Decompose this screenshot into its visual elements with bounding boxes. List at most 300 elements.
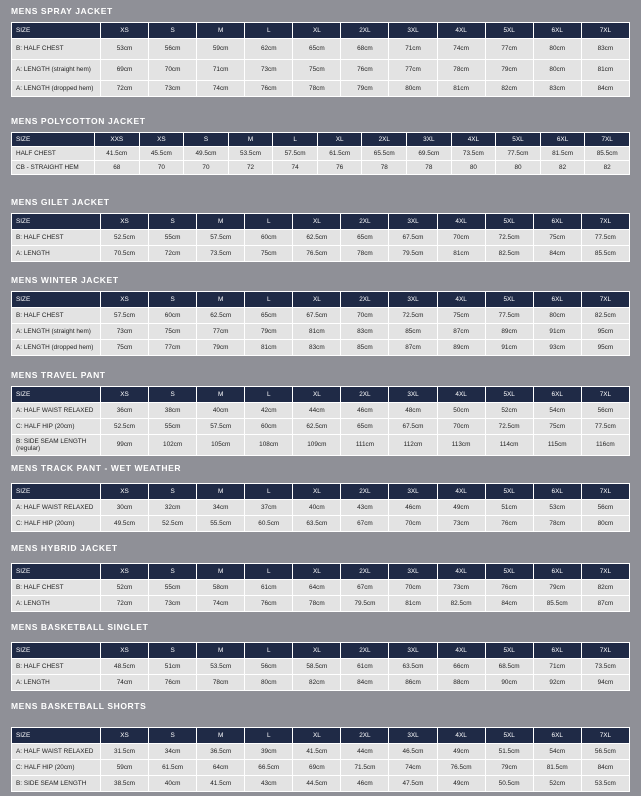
measurement-value: 34cm xyxy=(149,744,196,759)
measurement-value: 79cm xyxy=(197,340,244,355)
size-header-cell: 2XL xyxy=(341,214,388,229)
size-header-cell: L xyxy=(245,564,292,579)
measurement-value: 53.5cm xyxy=(582,776,629,791)
size-header-cell: L xyxy=(245,387,292,402)
measurement-label: A: LENGTH (dropped hem) xyxy=(12,340,100,355)
measurement-value: 76.5cm xyxy=(438,760,485,775)
measurement-value: 60cm xyxy=(149,308,196,323)
measurement-value: 85.5cm xyxy=(585,147,629,160)
measurement-value: 71.5cm xyxy=(341,760,388,775)
measurement-value: 93cm xyxy=(534,340,581,355)
measurement-value: 73.5cm xyxy=(582,659,629,674)
table-header-row xyxy=(12,214,629,229)
measurement-value: 46.5cm xyxy=(389,744,436,759)
measurement-value: 61.5cm xyxy=(318,147,362,160)
measurement-value: 79cm xyxy=(486,760,533,775)
measurement-label: B: SIDE SEAM LENGTH (regular) xyxy=(12,435,100,455)
size-header-cell: L xyxy=(245,214,292,229)
measurement-value: 62.5cm xyxy=(197,308,244,323)
measurement-label: A: LENGTH (straight hem) xyxy=(12,324,100,339)
measurement-value: 78 xyxy=(362,161,406,174)
measurement-value: 57.5cm xyxy=(101,308,148,323)
measurement-value: 77.5cm xyxy=(582,419,629,434)
table-row xyxy=(12,161,629,174)
measurement-label: B: HALF CHEST xyxy=(12,308,100,323)
size-header-cell: XS xyxy=(101,564,148,579)
section-title: MENS POLYCOTTON JACKET xyxy=(11,116,146,126)
measurement-value: 102cm xyxy=(149,435,196,455)
size-header-cell: 6XL xyxy=(534,387,581,402)
size-header-cell: M xyxy=(197,292,244,307)
measurement-value: 40cm xyxy=(149,776,196,791)
measurement-value: 74cm xyxy=(438,39,485,59)
measurement-label: A: HALF WAIST RELAXED xyxy=(12,744,100,759)
measurement-label: HALF CHEST xyxy=(12,147,94,160)
measurement-value: 44.5cm xyxy=(293,776,340,791)
measurement-value: 78 xyxy=(407,161,451,174)
measurement-value: 80cm xyxy=(534,308,581,323)
measurement-value: 74cm xyxy=(197,81,244,96)
size-header-cell: S xyxy=(149,292,196,307)
measurement-value: 81cm xyxy=(582,60,629,80)
measurement-value: 67.5cm xyxy=(293,308,340,323)
table-row xyxy=(12,39,629,59)
table-row xyxy=(12,246,629,261)
measurement-value: 112cm xyxy=(389,435,436,455)
size-table xyxy=(11,727,630,792)
size-table xyxy=(11,386,630,456)
size-header-cell: 7XL xyxy=(582,484,629,499)
measurement-value: 82.5cm xyxy=(438,596,485,611)
table-row xyxy=(12,419,629,434)
measurement-value: 63.5cm xyxy=(293,516,340,531)
measurement-value: 72cm xyxy=(149,246,196,261)
table-header-row xyxy=(12,133,629,146)
size-header-cell: 5XL xyxy=(486,564,533,579)
size-header-cell: 6XL xyxy=(534,643,581,658)
measurement-value: 46cm xyxy=(341,776,388,791)
measurement-value: 75cm xyxy=(245,246,292,261)
measurement-value: 113cm xyxy=(438,435,485,455)
size-header-cell: M xyxy=(229,133,273,146)
size-header-cell: XL xyxy=(293,643,340,658)
table-row xyxy=(12,659,629,674)
measurement-value: 72 xyxy=(229,161,273,174)
size-header-cell: S xyxy=(149,564,196,579)
measurement-value: 52.5cm xyxy=(101,419,148,434)
measurement-value: 99cm xyxy=(101,435,148,455)
section-title: MENS BASKETBALL SINGLET xyxy=(11,622,149,632)
measurement-value: 41.5cm xyxy=(293,744,340,759)
measurement-value: 68 xyxy=(95,161,139,174)
measurement-value: 79cm xyxy=(245,324,292,339)
section-title: MENS HYBRID JACKET xyxy=(11,543,118,553)
measurement-value: 79.5cm xyxy=(341,596,388,611)
measurement-value: 87cm xyxy=(438,324,485,339)
size-header-cell: XS xyxy=(101,484,148,499)
measurement-value: 85cm xyxy=(341,340,388,355)
table-row xyxy=(12,580,629,595)
size-header-label: SIZE xyxy=(12,387,100,402)
measurement-value: 70cm xyxy=(438,419,485,434)
measurement-value: 75cm xyxy=(438,308,485,323)
measurement-value: 61cm xyxy=(341,659,388,674)
measurement-value: 58.5cm xyxy=(293,659,340,674)
size-table xyxy=(11,22,630,97)
size-header-cell: XL xyxy=(318,133,362,146)
size-header-cell: M xyxy=(197,387,244,402)
measurement-value: 63.5cm xyxy=(389,659,436,674)
measurement-value: 73cm xyxy=(245,60,292,80)
size-header-cell: XL xyxy=(293,484,340,499)
measurement-value: 76cm xyxy=(149,675,196,690)
measurement-value: 72.5cm xyxy=(389,308,436,323)
measurement-value: 49.5cm xyxy=(101,516,148,531)
size-header-cell: 7XL xyxy=(582,564,629,579)
measurement-value: 84cm xyxy=(341,675,388,690)
size-header-cell: 7XL xyxy=(582,23,629,38)
measurement-value: 73cm xyxy=(438,580,485,595)
measurement-value: 89cm xyxy=(438,340,485,355)
measurement-value: 70 xyxy=(140,161,184,174)
table-row xyxy=(12,81,629,96)
measurement-value: 55.5cm xyxy=(197,516,244,531)
measurement-value: 56cm xyxy=(582,403,629,418)
size-header-cell: 2XL xyxy=(341,23,388,38)
measurement-value: 70cm xyxy=(389,516,436,531)
size-header-cell: 2XL xyxy=(341,387,388,402)
measurement-value: 70.5cm xyxy=(101,246,148,261)
size-header-label: SIZE xyxy=(12,23,100,38)
measurement-value: 78cm xyxy=(293,81,340,96)
measurement-value: 71cm xyxy=(534,659,581,674)
measurement-value: 38.5cm xyxy=(101,776,148,791)
size-header-cell: 3XL xyxy=(407,133,451,146)
measurement-value: 70cm xyxy=(438,230,485,245)
measurement-value: 69cm xyxy=(101,60,148,80)
measurement-value: 114cm xyxy=(486,435,533,455)
size-header-cell: 5XL xyxy=(496,133,540,146)
size-header-cell: M xyxy=(197,214,244,229)
table-row xyxy=(12,308,629,323)
size-header-cell: XS xyxy=(101,728,148,743)
measurement-value: 81.5cm xyxy=(534,760,581,775)
measurement-label: C: HALF HIP (20cm) xyxy=(12,419,100,434)
measurement-value: 61cm xyxy=(245,580,292,595)
size-table xyxy=(11,213,630,262)
measurement-label: A: LENGTH xyxy=(12,596,100,611)
table-row xyxy=(12,675,629,690)
measurement-value: 53cm xyxy=(534,500,581,515)
measurement-value: 83cm xyxy=(534,81,581,96)
measurement-value: 83cm xyxy=(293,340,340,355)
measurement-value: 49cm xyxy=(438,500,485,515)
measurement-value: 76cm xyxy=(486,516,533,531)
size-header-cell: 4XL xyxy=(438,484,485,499)
measurement-value: 77cm xyxy=(149,340,196,355)
size-table xyxy=(11,483,630,532)
measurement-value: 77cm xyxy=(197,324,244,339)
size-header-cell: XS xyxy=(101,387,148,402)
measurement-value: 81cm xyxy=(245,340,292,355)
size-header-cell: 5XL xyxy=(486,387,533,402)
measurement-label: CB - STRAIGHT HEM xyxy=(12,161,94,174)
size-header-cell: 4XL xyxy=(438,387,485,402)
size-header-cell: M xyxy=(197,484,244,499)
measurement-value: 95cm xyxy=(582,340,629,355)
size-header-cell: XL xyxy=(293,292,340,307)
measurement-value: 76cm xyxy=(245,596,292,611)
measurement-value: 46cm xyxy=(389,500,436,515)
size-header-cell: XL xyxy=(293,728,340,743)
table-row xyxy=(12,60,629,80)
size-header-cell: S xyxy=(149,484,196,499)
measurement-value: 79cm xyxy=(486,60,533,80)
table-row xyxy=(12,324,629,339)
measurement-value: 65cm xyxy=(245,308,292,323)
table-header-row xyxy=(12,387,629,402)
size-header-cell: 6XL xyxy=(541,133,585,146)
measurement-value: 82 xyxy=(541,161,585,174)
size-header-cell: 7XL xyxy=(582,387,629,402)
measurement-value: 78cm xyxy=(293,596,340,611)
section-title: MENS BASKETBALL SHORTS xyxy=(11,701,147,711)
measurement-value: 71cm xyxy=(197,60,244,80)
size-table xyxy=(11,132,630,175)
size-header-cell: 4XL xyxy=(438,23,485,38)
measurement-label: A: LENGTH xyxy=(12,675,100,690)
size-header-label: SIZE xyxy=(12,643,100,658)
measurement-value: 43cm xyxy=(341,500,388,515)
measurement-value: 71cm xyxy=(389,39,436,59)
measurement-value: 92cm xyxy=(534,675,581,690)
measurement-value: 85.5cm xyxy=(534,596,581,611)
measurement-value: 51cm xyxy=(149,659,196,674)
measurement-label: B: HALF CHEST xyxy=(12,659,100,674)
measurement-value: 65.5cm xyxy=(362,147,406,160)
measurement-value: 66cm xyxy=(438,659,485,674)
measurement-value: 57.5cm xyxy=(197,419,244,434)
measurement-value: 64cm xyxy=(197,760,244,775)
measurement-value: 60cm xyxy=(245,230,292,245)
measurement-value: 73.5cm xyxy=(452,147,496,160)
measurement-value: 87cm xyxy=(582,596,629,611)
size-header-cell: XL xyxy=(293,564,340,579)
table-header-row xyxy=(12,564,629,579)
measurement-value: 72cm xyxy=(101,81,148,96)
measurement-value: 77.5cm xyxy=(486,308,533,323)
size-header-label: SIZE xyxy=(12,564,100,579)
size-header-label: SIZE xyxy=(12,133,94,146)
measurement-value: 45.5cm xyxy=(140,147,184,160)
measurement-value: 74cm xyxy=(101,675,148,690)
section-title: MENS TRACK PANT - WET WEATHER xyxy=(11,463,182,473)
measurement-value: 52cm xyxy=(101,580,148,595)
measurement-value: 62.5cm xyxy=(293,230,340,245)
measurement-value: 81cm xyxy=(293,324,340,339)
measurement-value: 61.5cm xyxy=(149,760,196,775)
table-header-row xyxy=(12,23,629,38)
measurement-value: 50cm xyxy=(438,403,485,418)
measurement-value: 75cm xyxy=(149,324,196,339)
measurement-value: 82 xyxy=(585,161,629,174)
measurement-value: 55cm xyxy=(149,419,196,434)
size-header-label: SIZE xyxy=(12,214,100,229)
measurement-value: 79cm xyxy=(341,81,388,96)
measurement-value: 36cm xyxy=(101,403,148,418)
measurement-label: C: HALF HIP (20cm) xyxy=(12,516,100,531)
size-header-cell: XS xyxy=(101,214,148,229)
size-header-cell: 5XL xyxy=(486,728,533,743)
measurement-value: 39cm xyxy=(245,744,292,759)
size-header-cell: S xyxy=(149,214,196,229)
size-header-cell: 3XL xyxy=(389,292,436,307)
measurement-value: 80cm xyxy=(582,516,629,531)
measurement-value: 85.5cm xyxy=(582,246,629,261)
measurement-value: 84cm xyxy=(582,81,629,96)
measurement-value: 86cm xyxy=(389,675,436,690)
size-header-cell: 2XL xyxy=(341,564,388,579)
measurement-label: B: HALF CHEST xyxy=(12,230,100,245)
measurement-value: 37cm xyxy=(245,500,292,515)
size-header-cell: 5XL xyxy=(486,214,533,229)
size-header-cell: XS xyxy=(101,23,148,38)
measurement-value: 52cm xyxy=(534,776,581,791)
size-header-cell: M xyxy=(197,564,244,579)
table-row xyxy=(12,500,629,515)
measurement-value: 56cm xyxy=(582,500,629,515)
size-table xyxy=(11,642,630,691)
measurement-label: A: HALF WAIST RELAXED xyxy=(12,500,100,515)
size-header-cell: 5XL xyxy=(486,23,533,38)
measurement-value: 78cm xyxy=(341,246,388,261)
measurement-value: 40cm xyxy=(293,500,340,515)
table-header-row xyxy=(12,728,629,743)
table-row xyxy=(12,596,629,611)
measurement-value: 47.5cm xyxy=(389,776,436,791)
measurement-value: 73cm xyxy=(438,516,485,531)
size-header-cell: 2XL xyxy=(341,484,388,499)
measurement-value: 76.5cm xyxy=(293,246,340,261)
measurement-value: 66.5cm xyxy=(245,760,292,775)
measurement-value: 76 xyxy=(318,161,362,174)
table-row xyxy=(12,340,629,355)
measurement-value: 76cm xyxy=(341,60,388,80)
measurement-value: 111cm xyxy=(341,435,388,455)
size-header-label: SIZE xyxy=(12,484,100,499)
section-title: MENS SPRAY JACKET xyxy=(11,6,113,16)
measurement-value: 55cm xyxy=(149,230,196,245)
size-header-cell: 6XL xyxy=(534,292,581,307)
size-header-cell: L xyxy=(245,23,292,38)
measurement-value: 65cm xyxy=(341,419,388,434)
measurement-value: 59cm xyxy=(101,760,148,775)
measurement-value: 79.5cm xyxy=(389,246,436,261)
measurement-value: 57.5cm xyxy=(197,230,244,245)
measurement-value: 69cm xyxy=(293,760,340,775)
measurement-value: 78cm xyxy=(438,60,485,80)
size-header-cell: XL xyxy=(293,387,340,402)
size-header-cell: L xyxy=(245,292,292,307)
size-header-cell: 5XL xyxy=(486,484,533,499)
measurement-value: 43cm xyxy=(245,776,292,791)
size-header-label: SIZE xyxy=(12,728,100,743)
size-header-cell: 4XL xyxy=(438,214,485,229)
measurement-value: 84cm xyxy=(582,760,629,775)
size-table xyxy=(11,291,630,356)
measurement-value: 72.5cm xyxy=(486,419,533,434)
measurement-value: 80cm xyxy=(534,60,581,80)
measurement-value: 54cm xyxy=(534,403,581,418)
size-header-cell: XL xyxy=(293,23,340,38)
measurement-value: 76cm xyxy=(486,580,533,595)
size-header-cell: 3XL xyxy=(389,728,436,743)
measurement-value: 80cm xyxy=(245,675,292,690)
measurement-value: 70 xyxy=(184,161,228,174)
measurement-value: 73cm xyxy=(101,324,148,339)
measurement-value: 30cm xyxy=(101,500,148,515)
size-header-cell: 6XL xyxy=(534,484,581,499)
measurement-value: 53.5cm xyxy=(229,147,273,160)
size-header-cell: 7XL xyxy=(582,292,629,307)
measurement-value: 46cm xyxy=(341,403,388,418)
measurement-value: 91cm xyxy=(534,324,581,339)
measurement-value: 52cm xyxy=(486,403,533,418)
measurement-value: 77.5cm xyxy=(496,147,540,160)
measurement-value: 79cm xyxy=(534,580,581,595)
measurement-value: 44cm xyxy=(293,403,340,418)
measurement-value: 70cm xyxy=(341,308,388,323)
measurement-value: 78cm xyxy=(197,675,244,690)
measurement-value: 73cm xyxy=(149,596,196,611)
measurement-value: 48.5cm xyxy=(101,659,148,674)
measurement-value: 82cm xyxy=(582,580,629,595)
measurement-value: 65cm xyxy=(341,230,388,245)
section-title: MENS TRAVEL PANT xyxy=(11,370,106,380)
measurement-value: 105cm xyxy=(197,435,244,455)
size-header-cell: 4XL xyxy=(438,564,485,579)
measurement-label: B: SIDE SEAM LENGTH xyxy=(12,776,100,791)
measurement-value: 57.5cm xyxy=(273,147,317,160)
size-header-cell: 3XL xyxy=(389,484,436,499)
size-header-cell: 3XL xyxy=(389,387,436,402)
measurement-value: 41.5cm xyxy=(197,776,244,791)
measurement-value: 84cm xyxy=(534,246,581,261)
measurement-value: 48cm xyxy=(389,403,436,418)
measurement-value: 80cm xyxy=(534,39,581,59)
measurement-value: 80cm xyxy=(389,81,436,96)
measurement-value: 80 xyxy=(452,161,496,174)
measurement-value: 34cm xyxy=(197,500,244,515)
measurement-value: 68.5cm xyxy=(486,659,533,674)
table-row xyxy=(12,744,629,759)
measurement-value: 77cm xyxy=(486,39,533,59)
size-header-cell: 2XL xyxy=(341,292,388,307)
measurement-value: 67.5cm xyxy=(389,230,436,245)
measurement-value: 54cm xyxy=(534,744,581,759)
measurement-value: 76cm xyxy=(245,81,292,96)
size-header-cell: XXS xyxy=(95,133,139,146)
measurement-value: 62.5cm xyxy=(293,419,340,434)
size-header-cell: M xyxy=(197,23,244,38)
section-title: MENS GILET JACKET xyxy=(11,197,110,207)
size-header-cell: S xyxy=(149,387,196,402)
table-header-row xyxy=(12,484,629,499)
size-header-cell: 6XL xyxy=(534,728,581,743)
measurement-value: 81cm xyxy=(438,246,485,261)
measurement-value: 68cm xyxy=(341,39,388,59)
measurement-value: 74cm xyxy=(197,596,244,611)
